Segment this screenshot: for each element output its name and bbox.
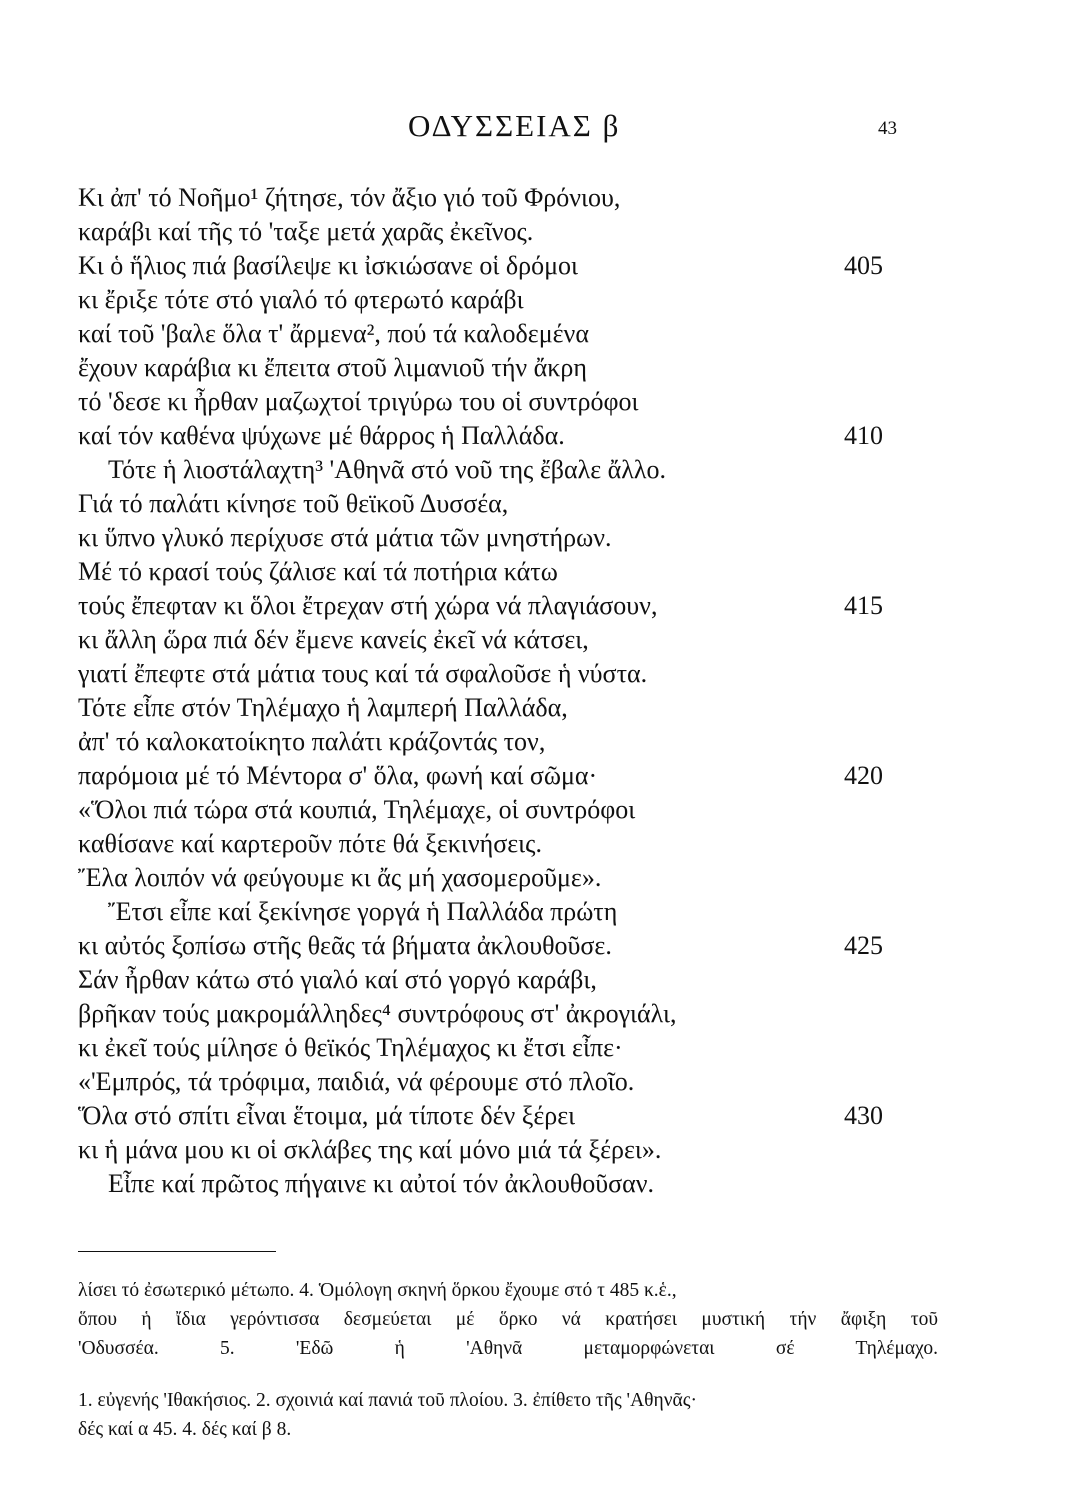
continued-footnotes — [78, 1276, 938, 1363]
verse-text: Τότε εἶπε στόν Τηλέμαχο ἡ λαμπερή Παλλάδα, — [78, 693, 568, 722]
page-number: 43 — [878, 118, 897, 139]
verse-line — [78, 623, 928, 657]
verse-text: βρῆκαν τούς μακρομάλληδες⁴ συντρόφους στ' ἀκρογιάλι, — [78, 999, 677, 1028]
verse-line — [78, 1031, 928, 1065]
verse-text: κι ὕπνο γλυκό περίχυσε στά μάτια τῶν μνηστήρων. — [78, 523, 612, 552]
line-number: 410 — [844, 421, 883, 450]
footnote-divider — [78, 1251, 276, 1252]
line-number: 420 — [844, 761, 883, 790]
verse-text: «Ὅλοι πιά τώρα στά κουπιά, Τηλέμαχε, οἱ συντρόφοι — [78, 795, 636, 824]
verse-line — [78, 963, 928, 997]
verse-text: Γιά τό παλάτι κίνησε τοῦ θεϊκοῦ Δυσσέα, — [78, 489, 509, 518]
verse-text: «'Εμπρός, τά τρόφιμα, παιδιά, νά φέρουμε στό πλοῖο. — [78, 1067, 635, 1096]
line-number: 430 — [844, 1101, 883, 1130]
verse-line — [78, 997, 928, 1031]
verse-line — [78, 249, 928, 283]
verse-line — [78, 487, 928, 521]
verse-line — [78, 691, 928, 725]
verse-line — [78, 725, 928, 759]
verse-line — [78, 827, 928, 861]
verse-text: κι ἔριξε τότε στό γιαλό τό φτερωτό καράβι — [78, 285, 524, 314]
verse-text: κι ἡ μάνα μου κι οἱ σκλάβες της καί μόνο μιά τά ξέρει». — [78, 1135, 662, 1164]
verse-text: ἀπ' τό καλοκατοίκητο παλάτι κράζοντάς τον, — [78, 727, 546, 756]
verse-line — [78, 385, 928, 419]
running-header — [0, 108, 1085, 148]
verse-line — [78, 929, 928, 963]
footnote-line: λίσει τό ἐσωτερικό μέτωπο. 4. Ὁμόλογη σκηνή ὅρκου ἔχουμε στό τ 485 κ.ἑ., — [78, 1280, 677, 1301]
verse-text: Τότε ἡ λιοστάλαχτη³ 'Αθηνᾶ στό νοῦ της ἔβαλε ἄλλο. — [108, 455, 666, 484]
verse-text: τούς ἔπεφταν κι ὅλοι ἔτρεχαν στή χώρα νά πλαγιάσουν, — [78, 591, 658, 620]
verse-text: Εἶπε καί πρῶτος πήγαινε κι αὐτοί τόν ἀκλουθοῦσαν. — [108, 1169, 655, 1198]
verse-line — [78, 215, 928, 249]
verse-text: γιατί ἔπεφτε στά μάτια τους καί τά σφαλοῦσε ἡ νύστα. — [78, 659, 648, 688]
verse-line — [78, 657, 928, 691]
verse-text: Κι ἀπ' τό Νοῆμο¹ ζήτησε, τόν ἄξιο γιό τοῦ Φρόνιου, — [78, 183, 621, 212]
verse-line — [78, 283, 928, 317]
verse-line — [78, 317, 928, 351]
verse-text: κι αὐτός ξοπίσω στῆς θεᾶς τά βήματα ἀκλουθοῦσε. — [78, 931, 612, 960]
verse-line — [78, 453, 928, 487]
footnotes — [78, 1386, 938, 1444]
verse-text: καί τόν καθένα ψύχωνε μέ θάρρος ἡ Παλλάδα. — [78, 421, 565, 450]
verse-line — [78, 1099, 928, 1133]
verse-text: καθίσανε καί καρτεροῦν πότε θά ξεκινήσεις. — [78, 829, 542, 858]
verse-line — [78, 555, 928, 589]
footnote-line: ὅπου ἡ ἴδια γερόντισσα δεσμεύεται μέ ὅρκο νά κρατήσει μυστική τήν ἄφιξη τοῦ — [78, 1309, 938, 1330]
running-title: ΟΔΥΣΣΕΙΑΣ β — [408, 108, 621, 143]
verse-text: κι ἄλλη ὥρα πιά δέν ἔμενε κανείς ἐκεῖ νά κάτσει, — [78, 625, 589, 654]
verse-line — [78, 1167, 928, 1201]
verse-text: Κι ὁ ἥλιος πιά βασίλεψε κι ἰσκιώσανε οἱ δρόμοι — [78, 251, 579, 280]
footnote-line: δές καί α 45. 4. δές καί β 8. — [78, 1419, 292, 1440]
line-number: 415 — [844, 591, 883, 620]
verse-line — [78, 589, 928, 623]
line-number: 425 — [844, 931, 883, 960]
verse-text: καί τοῦ 'βαλε ὅλα τ' ἄρμενα², πού τά καλοδεμένα — [78, 319, 589, 348]
verse-text: Ἔλα λοιπόν νά φεύγουμε κι ἄς μή χασομεροῦμε». — [78, 863, 602, 892]
verse-text: Ὅλα στό σπίτι εἶναι ἕτοιμα, μά τίποτε δέν ξέρει — [78, 1101, 576, 1130]
verse-line — [78, 419, 928, 453]
verse-line — [78, 1065, 928, 1099]
verse-line — [78, 351, 928, 385]
verse-text: Σάν ἦρθαν κάτω στό γιαλό καί στό γοργό καράβι, — [78, 965, 597, 994]
verse-text: κι ἐκεῖ τούς μίλησε ὁ θεϊκός Τηλέμαχος κι ἔτσι εἶπε· — [78, 1033, 623, 1062]
verse-text: Μέ τό κρασί τούς ζάλισε καί τά ποτήρια κάτω — [78, 557, 558, 586]
verse-line — [78, 793, 928, 827]
verse-line — [78, 861, 928, 895]
verse-line — [78, 521, 928, 555]
verse-line — [78, 895, 928, 929]
verse-line — [78, 181, 928, 215]
footnote-line: 1. εὐγενής 'Ιθακήσιος. 2. σχοινιά καί πανιά τοῦ πλοίου. 3. ἐπίθετο τῆς 'Αθηνᾶς· — [78, 1390, 697, 1411]
verse-line — [78, 1133, 928, 1167]
footnote-line: 'Οδυσσέα. 5. 'Εδῶ ἡ 'Αθηνᾶ μεταμορφώνεται σέ Τηλέμαχο. — [78, 1338, 938, 1359]
verse-text: ἔχουν καράβια κι ἔπειτα στοῦ λιμανιοῦ τήν ἄκρη — [78, 353, 587, 382]
verse-text: καράβι καί τῆς τό 'ταξε μετά χαρᾶς ἐκεῖνος. — [78, 217, 534, 246]
verse-text: παρόμοια μέ τό Μέντορα σ' ὅλα, φωνή καί σῶμα· — [78, 761, 598, 790]
verse-text: τό 'δεσε κι ἦρθαν μαζωχτοί τριγύρω του οἱ συντρόφοι — [78, 387, 639, 416]
verse-line — [78, 759, 928, 793]
verse-block — [78, 181, 928, 1201]
line-number: 405 — [844, 251, 883, 280]
verse-text: Ἔτσι εἶπε καί ξεκίνησε γοργά ἡ Παλλάδα πρώτη — [108, 897, 618, 926]
